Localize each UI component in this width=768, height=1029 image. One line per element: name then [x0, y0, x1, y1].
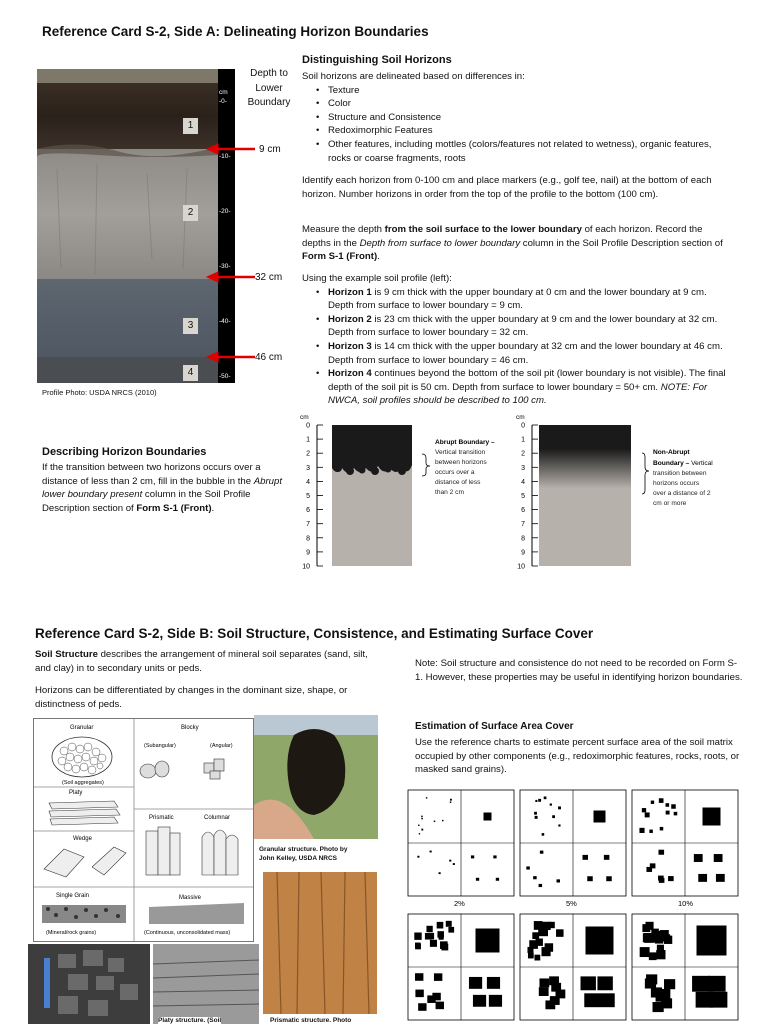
percent-speck: [436, 1002, 444, 1010]
percent-speck: [489, 995, 502, 1007]
single-grain-label: Single Grain: [56, 893, 90, 899]
percent-speck: [549, 976, 559, 985]
percent-block: [697, 926, 727, 956]
percent-speck: [538, 799, 541, 802]
percent-block: [594, 811, 606, 823]
percent-speck: [642, 808, 646, 812]
percent-speck: [651, 987, 662, 997]
criteria-item: • Texture: [328, 84, 732, 98]
percent-speck: [556, 879, 560, 882]
percent-speck: [487, 977, 500, 989]
platy-photo-caption: Platy structure. (Soil: [158, 1017, 222, 1024]
diagram-tick-label: 3: [306, 464, 310, 472]
wedge-label: Wedge: [73, 836, 92, 842]
percent-speck: [421, 829, 423, 831]
percent-speck: [649, 830, 652, 833]
diagram-b-unit: cm: [516, 414, 525, 421]
horizon-description: • Horizon 2 is 23 cm thick with the upper boundary at 9 cm and the lower boundary at 32 cm. Depth from surface to lower boundary = 32 cm.: [328, 313, 732, 340]
percent-speck: [450, 799, 452, 801]
percent-speck: [419, 833, 420, 834]
percent-speck: [434, 973, 442, 981]
horizon-description: • Horizon 4 continues beyond the bottom of the soil pit (lower boundary is not visible). The final depth of the soil pit is 50 cm. Depth from surface to lower boundary = 50+ cm. NOTE: For NWCA, soil profiles should be described to 100 cm.: [328, 367, 732, 408]
svg-text:than 2 cm: than 2 cm: [435, 489, 464, 496]
percent-speck: [539, 978, 549, 987]
percent-speck: [539, 884, 543, 887]
percent-speck: [606, 876, 612, 881]
horizon-number-4: 4: [183, 365, 198, 381]
percent-speck: [529, 940, 538, 949]
granular-sub: (Soil aggregates): [62, 780, 104, 786]
svg-text:distance of less: distance of less: [435, 479, 481, 486]
svg-text:horizons occurs: horizons occurs: [653, 480, 700, 487]
diagram-tick-label: 9: [521, 549, 525, 557]
percent-speck: [671, 804, 676, 809]
criteria-item: • Redoximorphic Features: [328, 124, 732, 138]
percent-speck: [599, 993, 614, 1007]
percent-speck: [542, 947, 551, 956]
boundary-label-46cm: 46 cm: [255, 352, 283, 363]
diagram-tick-label: 9: [306, 549, 310, 557]
horizons-paragraph: Horizons can be differentiated by changes in the dominant size, shape, or distinctness of peds.: [35, 685, 348, 710]
nonabrupt-title: Non-Abrupt: [653, 449, 690, 456]
percent-speck: [535, 816, 538, 819]
criteria-item: • Other features, including mottles (colors/features not related to wetness), organic features, rocks or coarse fragments, roots: [328, 138, 732, 165]
distinguishing-heading: Distinguishing Soil Horizons: [302, 54, 452, 66]
prismatic-structure-photo: [263, 872, 377, 1014]
diagram-tick-label: 0: [306, 422, 310, 430]
percent-speck: [716, 874, 725, 882]
percent-speck: [660, 827, 664, 831]
diagram-a-ticks: [302, 423, 323, 571]
boundary-label-32cm: 32 cm: [255, 272, 283, 283]
diagram-tick-label: 7: [306, 521, 310, 529]
percent-speck: [542, 833, 545, 836]
example-section: Using the example soil profile (left): • Horizon 1 is 9 cm thick with the upper boundary at 0 cm and the lower boundary at 9 cm. Depth from surface to lower boundary = 9 cm. • Horizon 2 is 23 cm thick with the upper boundary at 9 cm and the lower boundary at 32 cm. Depth from surface to lower boundary = 32 cm. • Horizon 3 is 14 cm thick with the upper boundary at 32 cm and the lower boundary at 46 cm. Depth from surface to lower boundary = 46 cm. • Horizon 4 continues beyond the bottom of the soil pit (lower boundary is not visible). The final depth of the soil pit is 50 cm. Depth from surface to lower boundary = 50+ cm. NOTE: For NWCA, soil profiles should be described to 100 cm.: [302, 272, 732, 408]
percent-speck: [651, 801, 654, 804]
percent-speck: [674, 812, 678, 816]
percent-speck: [692, 976, 710, 992]
percent-speck: [453, 863, 455, 865]
platy-photo: [153, 944, 259, 1024]
percent-speck: [414, 932, 421, 939]
percent-speck: [666, 811, 670, 815]
horizon-description: • Horizon 1 is 9 cm thick with the upper boundary at 0 cm and the lower boundary at 9 cm. Depth from surface to lower boundary = 9 cm.: [328, 286, 732, 313]
boundary-diagrams: [292, 410, 762, 580]
percent-speck: [694, 854, 703, 862]
percent-speck: [663, 934, 670, 941]
percent-speck: [439, 935, 444, 940]
percent-speck: [649, 952, 657, 960]
percent-block: [476, 929, 500, 953]
boundary-arrows: [205, 140, 257, 365]
percent-speck: [430, 940, 437, 947]
side-b-title: Reference Card S-2, Side B: Soil Structure, Consistence, and Estimating Surface Cover: [35, 626, 594, 641]
percent-speck: [426, 926, 432, 932]
percent-speck: [418, 1003, 426, 1011]
percent-label-5: 5%: [566, 899, 577, 908]
single-grain-sub: (Mineral/rock grains): [46, 930, 97, 936]
abrupt-title: Abrupt Boundary –: [435, 439, 495, 446]
percent-speck: [659, 878, 665, 883]
percent-speck: [646, 974, 657, 984]
percent-speck: [469, 977, 482, 989]
diagram-tick-label: 1: [306, 436, 310, 444]
percent-speck: [639, 828, 644, 833]
percent-block: [484, 813, 492, 821]
percent-speck: [535, 800, 537, 802]
granular-photo-caption: Granular structure. Photo by John Kelley, USDA NRCS: [259, 846, 348, 862]
nonabrupt-title-line: Boundary – Vertical: [653, 460, 713, 467]
horizon-number-1: 1: [183, 118, 198, 134]
percent-speck: [534, 955, 540, 961]
percent-speck: [528, 953, 534, 959]
diagram-tick-label: 4: [521, 478, 525, 486]
percent-speck: [534, 812, 537, 815]
estimation-paragraph: Use the reference charts to estimate percent surface area of the soil matrix occupied by other components (e.g., redoximorphic features, rocks, roots, or masked sand grains).: [415, 737, 740, 776]
distinguishing-section: Soil horizons are delineated based on differences in: • Texture • Color • Structure and Consistence • Redoximorphic Features • Other features, including mottles (colors/features not related to wetness), organic features, rocks or coarse fragments, roots: [302, 70, 732, 165]
percent-speck: [558, 824, 560, 826]
ruler-tick-10: -10-: [219, 153, 231, 160]
percent-speck: [446, 921, 452, 927]
nonabrupt-gradient: [539, 425, 631, 566]
percent-speck: [440, 941, 448, 949]
massive-sub: (Continuous, unconsolidated mass): [144, 930, 231, 936]
percent-speck: [427, 995, 435, 1003]
percent-speck: [657, 945, 664, 952]
percent-speck: [643, 933, 652, 942]
percent-speck: [533, 876, 537, 879]
percent-speck: [426, 797, 427, 798]
boundary-label-9cm: 9 cm: [259, 144, 281, 155]
ruler-tick-50: -50-: [219, 373, 231, 380]
soil-profile-photo: [37, 69, 218, 383]
ruler-tick-30: -30-: [219, 263, 231, 270]
granular-label: Granular: [70, 725, 94, 731]
percent-speck: [661, 998, 672, 1008]
diagram-tick-label: 7: [521, 521, 525, 529]
prismatic-photo-caption: Prismatic structure. Photo: [270, 1017, 352, 1024]
percent-speck: [640, 947, 650, 957]
massive-label: Massive: [179, 895, 202, 901]
structure-paragraph: Soil Structure describes the arrangement of mineral soil separates (sand, silt, and clay) in to secondary units or peds.: [35, 649, 368, 674]
blocky-label: Blocky: [181, 725, 199, 731]
percent-speck: [552, 815, 555, 818]
percent-speck: [544, 797, 547, 800]
percent-speck: [698, 874, 707, 882]
percent-speck: [430, 851, 432, 853]
percent-speck: [548, 922, 554, 928]
percent-speck: [666, 803, 670, 807]
percent-speck: [415, 973, 423, 981]
percent-speck: [708, 976, 726, 992]
percent-speck: [415, 990, 423, 998]
percent-speck: [534, 921, 543, 930]
percent-speck: [583, 855, 589, 860]
percent-speck: [439, 872, 441, 874]
percent-speck: [658, 850, 664, 855]
horizon-number-3: 3: [183, 318, 198, 334]
percent-label-2: 2%: [454, 899, 465, 908]
diagram-tick-label: 10: [302, 563, 310, 571]
percent-speck: [496, 878, 499, 881]
percent-speck: [668, 876, 674, 881]
depth-ruler: cm: [218, 69, 235, 383]
horizon-number-2: 2: [183, 205, 198, 221]
criteria-item: • Structure and Consistence: [328, 111, 732, 125]
percent-speck: [437, 922, 444, 929]
svg-text:cm or more: cm or more: [653, 500, 687, 507]
percent-speck: [710, 992, 728, 1008]
identify-paragraph: Identify each horizon from 0-100 cm and place markers (e.g., golf tee, nail) at the bottom of each horizon. Number horizons in order from the top of the profile to the bottom (100 cm).: [302, 175, 712, 200]
ruler-tick-0: -0-: [219, 98, 227, 105]
svg-text:transition between: transition between: [653, 470, 707, 477]
percent-speck: [645, 922, 653, 930]
percent-speck: [493, 855, 496, 858]
note-paragraph: Note: Soil structure and consistence do not need to be recorded on Form S-1. However, these properties may be useful in identifying horizon boundaries.: [415, 658, 743, 683]
diagram-b-ticks: [517, 423, 538, 571]
diagram-tick-label: 5: [306, 493, 310, 500]
percent-speck: [653, 934, 662, 943]
percent-speck: [442, 820, 443, 821]
diagram-tick-label: 6: [521, 507, 525, 515]
percent-block: [586, 927, 614, 955]
diagram-tick-label: 4: [306, 478, 310, 486]
percent-speck: [597, 976, 612, 990]
percent-speck: [418, 825, 419, 826]
ruler-tick-40: -40-: [219, 318, 231, 325]
diagram-tick-label: 5: [521, 493, 525, 500]
horizon-description: • Horizon 3 is 14 cm thick with the upper boundary at 32 cm and the lower boundary at 46 cm. Depth from surface to lower boundary = 46 cm.: [328, 340, 732, 367]
percent-speck: [417, 856, 419, 858]
describing-paragraph: If the transition between two horizons occurs over a distance of less than 2 cm, fill in the bubble in the Abrupt lower boundary present column in the Soil Profile Description section of Form S-1 (Front).: [42, 462, 282, 514]
subangular-label: (Subangular): [144, 743, 176, 749]
diagram-tick-label: 2: [306, 450, 310, 458]
percent-speck: [650, 863, 656, 868]
percent-speck: [604, 855, 610, 860]
percent-speck: [415, 943, 421, 949]
granular-structure-photo: [254, 715, 378, 839]
percent-speck: [584, 993, 599, 1007]
percent-speck: [587, 876, 593, 881]
percent-cover-charts: [405, 787, 768, 1024]
percent-speck: [421, 816, 422, 817]
diagram-tick-label: 8: [306, 535, 310, 543]
percent-speck: [425, 933, 432, 940]
percent-speck: [471, 855, 474, 858]
percent-speck: [581, 976, 596, 990]
percent-speck: [558, 806, 561, 809]
percent-speck: [550, 996, 560, 1005]
profile-photo-credit: Profile Photo: USDA NRCS (2010): [42, 388, 157, 397]
percent-speck: [449, 860, 451, 862]
percent-speck: [473, 995, 486, 1007]
percent-speck: [476, 878, 479, 881]
percent-block: [703, 808, 721, 826]
svg-text:Vertical transition: Vertical transition: [435, 449, 486, 456]
platy-label: Platy: [69, 790, 83, 796]
diagram-tick-label: 1: [521, 436, 525, 444]
svg-text:over a distance of 2: over a distance of 2: [653, 490, 711, 497]
structure-types-table: [33, 718, 254, 942]
angular-label: (Angular): [210, 743, 233, 749]
percent-speck: [550, 803, 552, 805]
ruler-tick-20: -20-: [219, 208, 231, 215]
diagram-tick-label: 2: [521, 450, 525, 458]
blocky-photo: [28, 944, 150, 1024]
percent-speck: [714, 854, 723, 862]
diagram-tick-label: 6: [306, 507, 310, 515]
columnar-label: Columnar: [204, 815, 231, 821]
criteria-item: • Color: [328, 97, 732, 111]
percent-speck: [645, 812, 650, 817]
diagram-a-unit: cm: [300, 414, 309, 421]
side-a-title: Reference Card S-2, Side A: Delineating Horizon Boundaries: [42, 24, 429, 39]
percent-speck: [434, 821, 435, 822]
describing-heading: Describing Horizon Boundaries: [42, 446, 207, 458]
diagram-tick-label: 8: [521, 535, 525, 543]
percent-speck: [539, 987, 549, 996]
percent-speck: [532, 932, 539, 939]
percent-speck: [556, 929, 564, 937]
diagram-tick-label: 0: [521, 422, 525, 430]
diagram-tick-label: 10: [517, 563, 525, 571]
percent-speck: [664, 979, 675, 989]
measure-paragraph: Measure the depth from the soil surface to the lower boundary of each horizon. Record the depths in the Depth from surface to lower boundary column in the Soil Profile Description section of Form S-1 (Front).: [302, 224, 723, 263]
depth-to-lower-boundary-label: Depth to Lower Boundary: [247, 68, 291, 108]
nonabrupt-desc: [653, 470, 711, 507]
diagram-tick-label: 3: [521, 464, 525, 472]
percent-speck: [450, 801, 451, 802]
percent-speck: [526, 866, 530, 869]
percent-speck: [448, 927, 454, 933]
estimation-heading: Estimation of Surface Area Cover: [415, 721, 574, 732]
abrupt-upper-horizon: [332, 425, 412, 473]
prismatic-label: Prismatic: [149, 815, 174, 821]
percent-speck: [540, 851, 544, 854]
svg-text:occurs over a: occurs over a: [435, 469, 475, 476]
percent-label-10: 10%: [678, 899, 694, 908]
percent-speck: [421, 818, 423, 820]
svg-text:between horizons: between horizons: [435, 459, 487, 466]
abrupt-desc: [435, 449, 487, 496]
percent-speck: [659, 798, 664, 803]
